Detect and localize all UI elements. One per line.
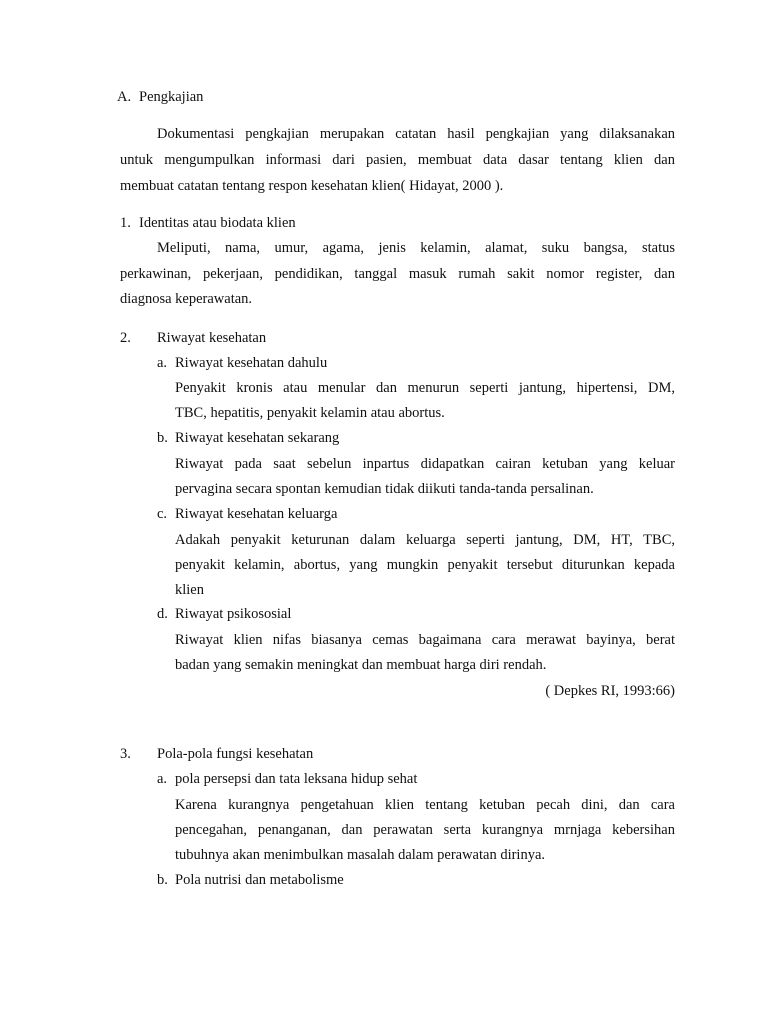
item2-title: Riwayat kesehatan (157, 330, 267, 346)
item2-sub-line: klien (175, 582, 204, 598)
citation: ( Depkes RI, 1993:66) (545, 683, 675, 699)
section-a-title: Pengkajian (139, 89, 204, 105)
intro-line: Dokumentasi pengkajian merupakan catatan hasil pengkajian yang dilaksanakan (157, 126, 675, 142)
item2-sub-line: pervagina secara spontan kemudian tidak diikuti tanda-tanda persalinan. (175, 481, 594, 497)
item3-sub-letter: a. (157, 771, 168, 787)
section-a-label: A. (117, 89, 132, 105)
item2-sub-letter: b. (157, 430, 168, 446)
item2-sub-line: badan yang semakin meningkat dan membuat harga diri rendah. (175, 657, 547, 673)
item2-sub-line: Adakah penyakit keturunan dalam keluarga seperti jantung, DM, HT, TBC, (175, 532, 675, 548)
item2-sub-title: Riwayat kesehatan keluarga (175, 506, 338, 522)
item2-sub-letter: d. (157, 606, 168, 622)
item3-number: 3. (120, 746, 131, 762)
item3-sub-title: pola persepsi dan tata leksana hidup sehat (175, 771, 418, 787)
item2-sub-title: Riwayat psikososial (175, 606, 292, 622)
item2-sub-line: TBC, hepatitis, penyakit kelamin atau abortus. (175, 405, 445, 421)
item3-sub-line: Karena kurangnya pengetahuan klien tentang ketuban pecah dini, dan cara (175, 797, 675, 813)
item1-number: 1. (120, 215, 131, 231)
item3-sub-line: pencegahan, penanganan, dan perawatan serta kurangnya mrnjaga kebersihan (175, 822, 675, 838)
item2-sub-line: Penyakit kronis atau menular dan menurun seperti jantung, hipertensi, DM, (175, 380, 675, 396)
item2-sub-letter: c. (157, 506, 168, 522)
item3-sub-letter: b. (157, 872, 168, 888)
item2-sub-line: penyakit kelamin, abortus, yang mungkin penyakit tersebut diturunkan kepada (175, 557, 675, 573)
intro-line: untuk mengumpulkan informasi dari pasien, membuat data dasar tentang klien dan (120, 152, 675, 168)
item1-body-line: Meliputi, nama, umur, agama, jenis kelamin, alamat, suku bangsa, status (157, 240, 675, 256)
item1-title: Identitas atau biodata klien (139, 215, 296, 231)
item3-title: Pola-pola fungsi kesehatan (157, 746, 314, 762)
item1-body-line: diagnosa keperawatan. (120, 291, 253, 307)
item3-sub-line: tubuhnya akan menimbulkan masalah dalam perawatan dirinya. (175, 847, 546, 863)
item2-sub-line: Riwayat pada saat sebelun inpartus didapatkan cairan ketuban yang keluar (175, 456, 675, 472)
item2-number: 2. (120, 330, 131, 346)
item1-body-line: perkawinan, pekerjaan, pendidikan, tanggal masuk rumah sakit nomor register, dan (120, 266, 675, 282)
item2-sub-letter: a. (157, 355, 168, 371)
intro-line: membuat catatan tentang respon kesehatan klien( Hidayat, 2000 ). (120, 178, 504, 194)
item2-sub-title: Riwayat kesehatan dahulu (175, 355, 328, 371)
item2-sub-title: Riwayat kesehatan sekarang (175, 430, 340, 446)
item2-sub-line: Riwayat klien nifas biasanya cemas bagaimana cara merawat bayinya, berat (175, 632, 675, 648)
item3-sub-title: Pola nutrisi dan metabolisme (175, 872, 344, 888)
